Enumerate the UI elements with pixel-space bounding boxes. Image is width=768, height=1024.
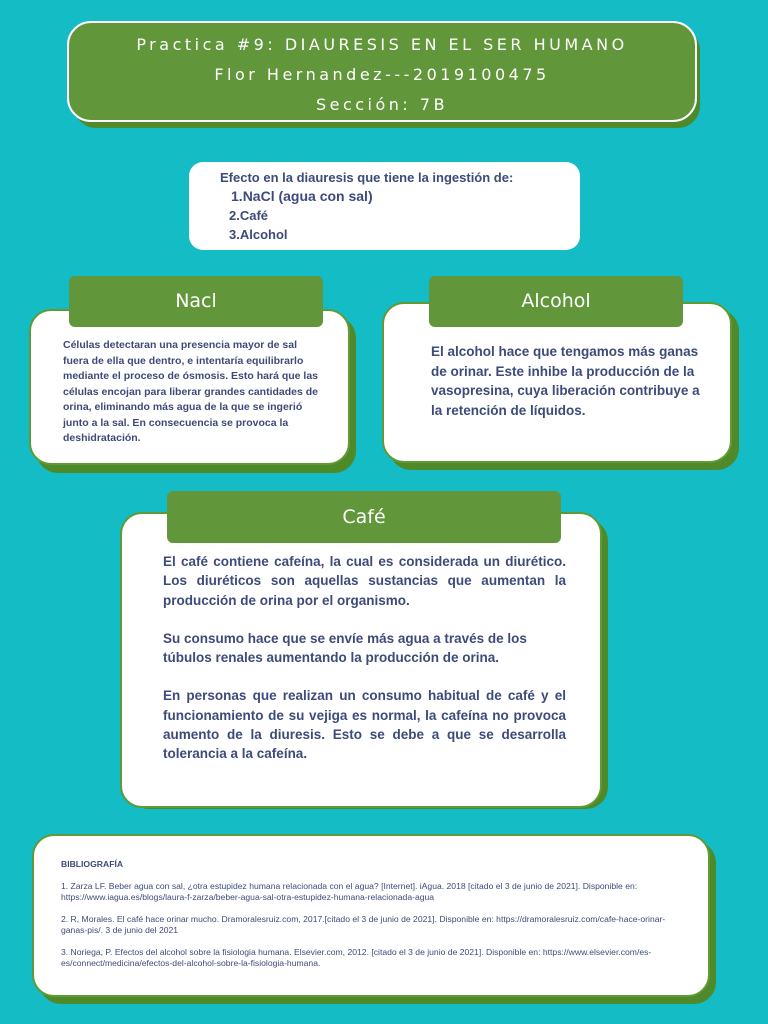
title-banner bbox=[67, 21, 697, 122]
author-line: Flor Hernandez---2019100475 bbox=[214, 65, 550, 84]
cafe-paragraph-1: El café contiene cafeína, la cual es considerada un diurético. Los diuréticos son aquellas sustancias que aumentan la producción de orina por el organismo. bbox=[163, 554, 566, 608]
nacl-card bbox=[29, 309, 350, 465]
section-line: Sección: 7B bbox=[315, 95, 449, 114]
bibliography-card bbox=[32, 834, 710, 997]
intro-item-1: 1.NaCl (agua con sal) bbox=[231, 188, 373, 204]
bibliography-heading: BIBLIOGRAFÍA bbox=[61, 859, 124, 869]
reference-3: 3. Noriega, P. Efectos del alcohol sobre la fisiologia humana. Elsevier.com, 2012. [citado el 3 de junio de 2021]. Disponible en: https://www.elsevier.com/es-es/connect/medicina/efectos-del-alcohol-sobre-la-fisiologia-humana. bbox=[61, 947, 652, 968]
cafe-title: Café bbox=[167, 491, 561, 543]
alcohol-title: Alcohol bbox=[429, 276, 683, 327]
nacl-title: Nacl bbox=[69, 276, 323, 327]
cafe-card bbox=[120, 512, 602, 808]
intro-box bbox=[189, 162, 580, 250]
reference-2: 2. R, Morales. El café hace orinar mucho. Dramoralesruiz.com, 2017.[citado el 3 de junio de 2021]. Disponible en: https://dramoralesruiz.com/cafe-hace-orinar-ganas-pis/. 3 de junio del 2021 bbox=[61, 914, 666, 935]
intro-item-2: 2.Café bbox=[229, 208, 269, 223]
nacl-body: Células detectaran una presencia mayor de sal fuera de ella que dentro, e intentaría equilibrarlo mediante el proceso de ósmosis. Esto hará que las células encojan para liberar grandes cantidades de orina, eliminando más agua de la que se ingerió junto a la sal. En consecuencia se provoca la deshidratación. bbox=[63, 339, 319, 444]
page-title: Practica #9: DIAURESIS EN EL SER HUMANO bbox=[136, 35, 628, 54]
cafe-paragraph-2: Su consumo hace que se envíe más agua a través de los túbulos renales aumentando la producción de orina. bbox=[163, 630, 527, 666]
intro-heading: Efecto en la diauresis que tiene la ingestión de: bbox=[220, 170, 514, 185]
intro-item-3: 3.Alcohol bbox=[229, 227, 288, 242]
cafe-paragraph-3: En personas que realizan un consumo habitual de café y el funcionamiento de su vejiga es normal, la cafeína no provoca aumento de la diuresis. Esto se debe a que se desarrolla tolerancia a la cafeína. bbox=[163, 688, 566, 762]
reference-1: 1. Zarza LF. Beber agua con sal, ¿otra estupidez humana relacionada con el agua? [Internet]. iAgua. 2018 [citado el 3 de junio de 2021]. Disponible en: https://www.iagua.es/blogs/laura-f-zarza/beber-agua-sal-otra-estupidez-humana-relacionada-agua bbox=[61, 881, 638, 902]
alcohol-body: El alcohol hace que tengamos más ganas de orinar. Este inhibe la producción de la vasopresina, cuya liberación contribuye a la retención de líquidos. bbox=[431, 344, 700, 418]
